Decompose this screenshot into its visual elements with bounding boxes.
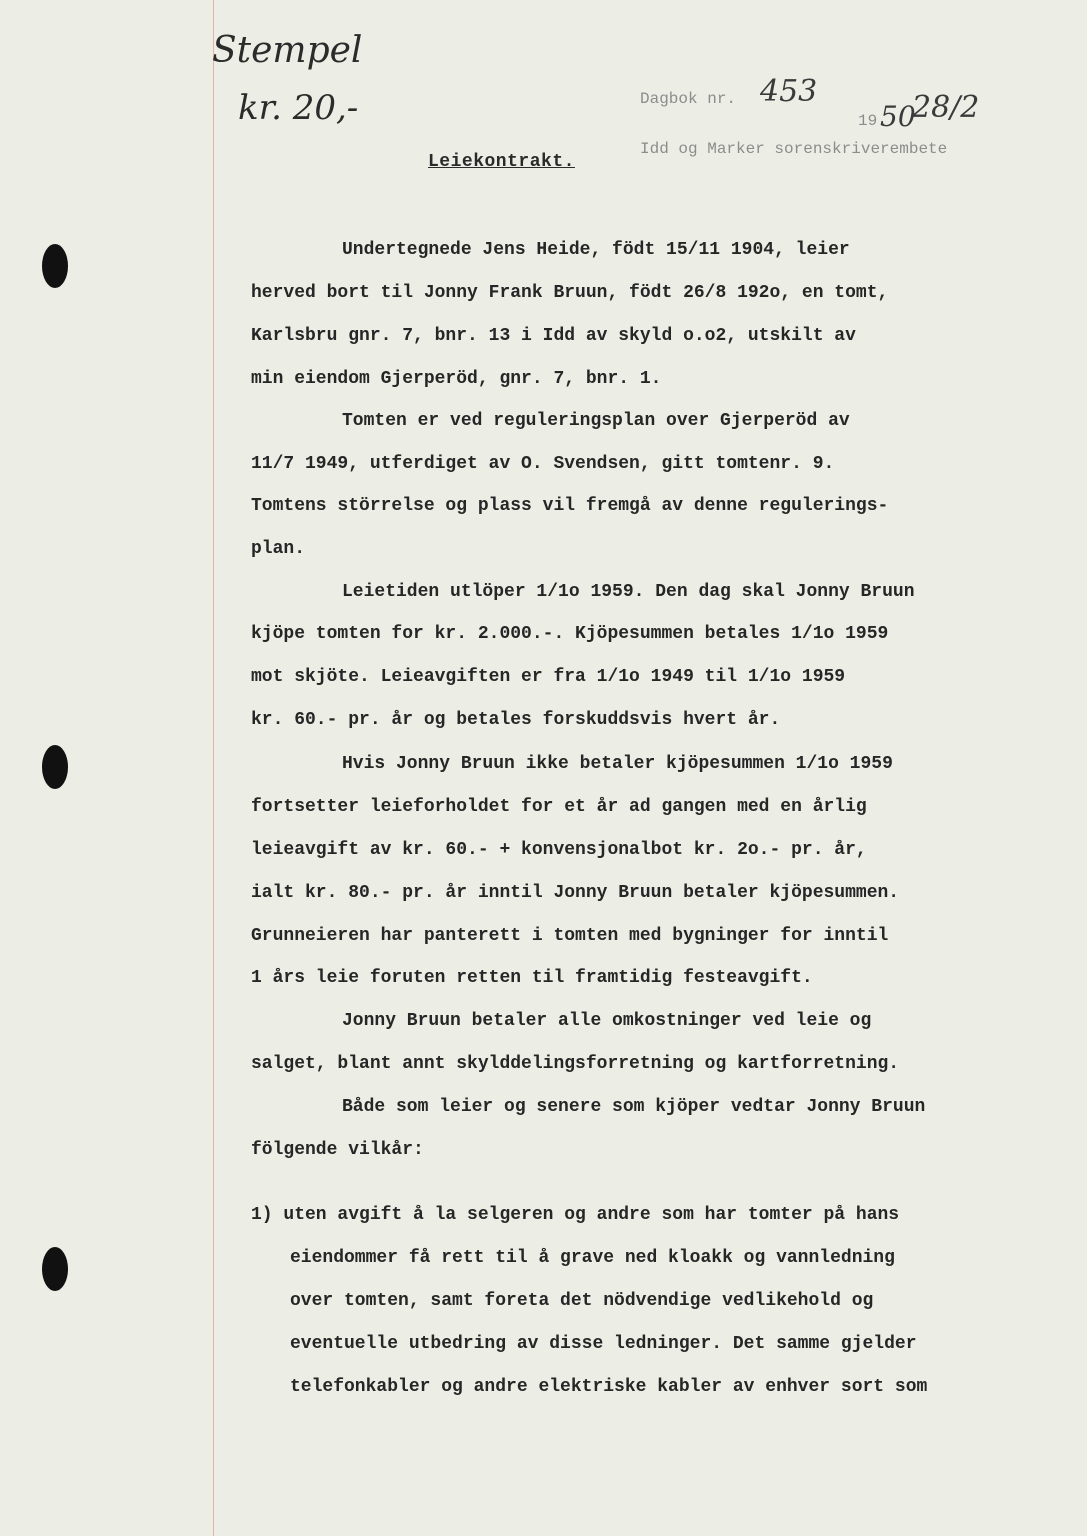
stamp-date: 28/2 — [912, 90, 980, 125]
text-line: 1 års leie foruten retten til framtidig festeavgift. — [251, 968, 813, 988]
margin-rule — [213, 0, 214, 1536]
text-line: Karlsbru gnr. 7, bnr. 13 i Idd av skyld o.o2, utskilt av — [251, 326, 856, 346]
text-line: Tomtens störrelse og plass vil fremgå av denne regulerings- — [251, 496, 889, 516]
text-line: mot skjöte. Leieavgiften er fra 1/1o 1949 til 1/1o 1959 — [251, 667, 846, 687]
text-line: Hvis Jonny Bruun ikke betaler kjöpesummen 1/1o 1959 — [342, 754, 893, 774]
handwritten-stempel: Stempel — [212, 30, 363, 71]
text-line: fölgende vilkår: — [251, 1140, 424, 1160]
handwritten-fee: kr. 20,- — [238, 88, 359, 128]
text-line: over tomten, samt foreta det nödvendige vedlikehold og — [290, 1291, 874, 1311]
punch-hole-icon — [42, 1247, 68, 1291]
text-line: kr. 60.- pr. år og betales forskuddsvis hvert år. — [251, 710, 781, 730]
text-line: plan. — [251, 539, 306, 559]
text-line: salget, blant annt skylddelingsforretning og kartforretning. — [251, 1054, 900, 1074]
document-title: Leiekontrakt. — [428, 152, 575, 172]
text-line: 11/7 1949, utferdiget av O. Svendsen, gitt tomtenr. 9. — [251, 454, 835, 474]
text-line: Jonny Bruun betaler alle omkostninger ved leie og — [342, 1011, 872, 1031]
stamp-dagbok-number: 453 — [760, 74, 818, 109]
text-line: Tomten er ved reguleringsplan over Gjerperöd av — [342, 411, 850, 431]
text-line: leieavgift av kr. 60.- + konvensjonalbot kr. 2o.- pr. år, — [251, 840, 867, 860]
text-line: Både som leier og senere som kjöper vedtar Jonny Bruun — [342, 1097, 926, 1117]
text-line: telefonkabler og andre elektriske kabler av enhver sort som — [290, 1377, 928, 1397]
text-line: Leietiden utlöper 1/1o 1959. Den dag skal Jonny Bruun — [342, 582, 915, 602]
stamp-dagbok-label: Dagbok nr. — [640, 90, 737, 108]
stamp-court-name: Idd og Marker sorenskriverembete — [640, 140, 948, 158]
text-line: fortsetter leieforholdet for et år ad gangen med en årlig — [251, 797, 867, 817]
text-line: Grunneieren har panterett i tomten med bygninger for inntil — [251, 926, 889, 946]
punch-hole-icon — [42, 745, 68, 789]
text-line: ialt kr. 80.- pr. år inntil Jonny Bruun betaler kjöpesummen. — [251, 883, 900, 903]
text-line: min eiendom Gjerperöd, gnr. 7, bnr. 1. — [251, 369, 662, 389]
text-line: 1) uten avgift å la selgeren og andre som har tomter på hans — [251, 1205, 900, 1225]
text-line: kjöpe tomten for kr. 2.000.-. Kjöpesummen betales 1/1o 1959 — [251, 624, 889, 644]
punch-hole-icon — [42, 244, 68, 288]
text-line: eventuelle utbedring av disse ledninger. Det samme gjelder — [290, 1334, 917, 1354]
text-line: eiendommer få rett til å grave ned kloakk og vannledning — [290, 1248, 895, 1268]
stamp-year-prefix: 19 — [858, 112, 878, 130]
stamp-year: 50 — [880, 100, 916, 133]
text-line: Undertegnede Jens Heide, födt 15/11 1904, leier — [342, 240, 850, 260]
text-line: herved bort til Jonny Frank Bruun, födt 26/8 192o, en tomt, — [251, 283, 889, 303]
